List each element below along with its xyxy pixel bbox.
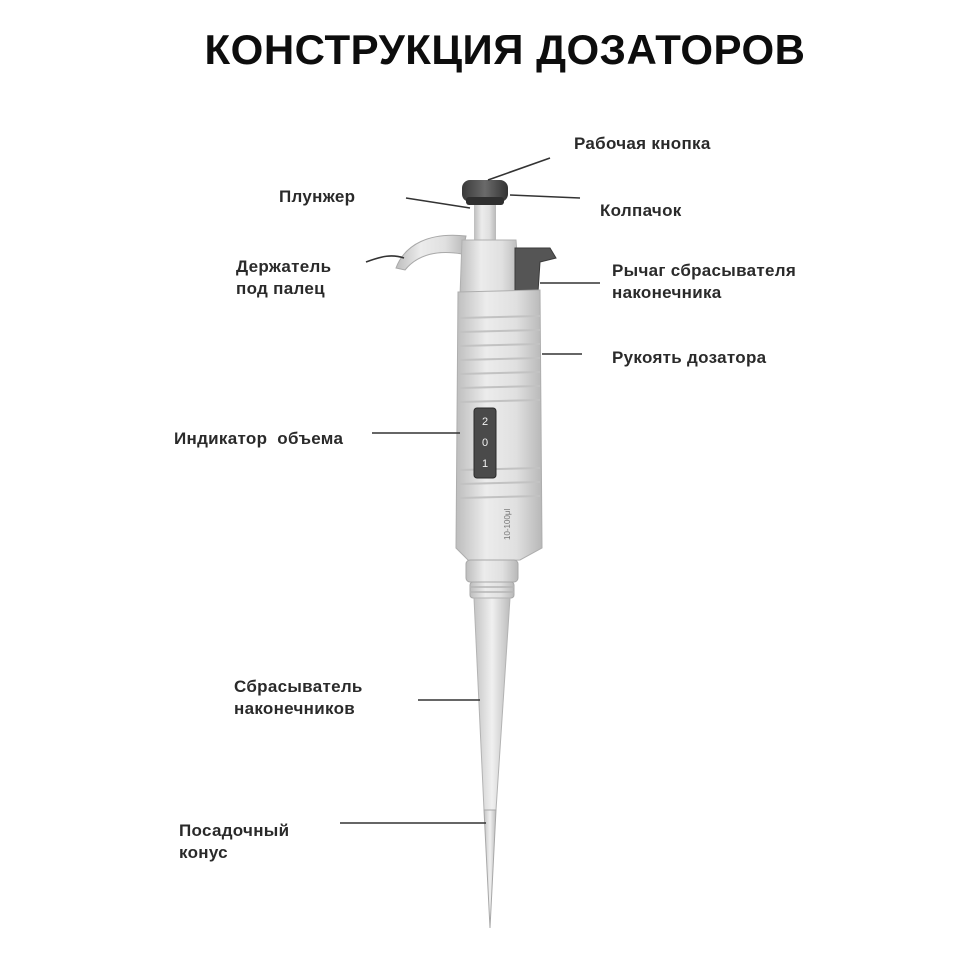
- label-finger-holder-line2: под палец: [236, 279, 325, 298]
- line-finger-holder: [366, 256, 404, 262]
- label-handle: Рукоять дозатора: [612, 348, 767, 367]
- label-tip-cone: [179, 820, 289, 864]
- label-tip-cone-line2: конус: [179, 843, 228, 862]
- label-finger-holder-line1: Держатель: [236, 257, 332, 276]
- finger-holder-shape: [396, 235, 466, 270]
- label-ejector-lever-line2: наконечника: [612, 283, 722, 302]
- label-volume-indicator: Индикатор объема: [174, 429, 344, 448]
- line-plunger: [406, 198, 470, 208]
- volume-digit-2: 0: [481, 437, 489, 449]
- label-tip-ejector-line2: наконечников: [234, 699, 355, 718]
- diagram-title: КОНСТРУКЦИЯ ДОЗАТОРОВ: [204, 26, 806, 73]
- ejector-lever-shape: [515, 248, 556, 292]
- upper-body: [460, 240, 520, 296]
- label-ejector-lever-line1: Рычаг сбрасывателя: [612, 261, 797, 280]
- label-work-button: Рабочая кнопка: [574, 134, 711, 153]
- line-cap: [510, 195, 580, 198]
- work-button-shape: [462, 180, 508, 205]
- label-cap: Колпачок: [600, 201, 682, 220]
- label-tip-cone-line1: Посадочный: [179, 821, 290, 840]
- lower-collar: [466, 560, 518, 582]
- volume-digit-3: 1: [481, 458, 489, 470]
- body-printed-text: 10-100μl: [503, 508, 512, 540]
- collar-ring: [470, 582, 514, 598]
- label-plunger: Плунжер: [279, 187, 356, 206]
- tip-ejector-shaft: [474, 598, 510, 810]
- label-tip-ejector: [234, 676, 363, 720]
- label-tip-ejector-line1: Сбрасыватель: [234, 677, 363, 696]
- tip-cone-shape: [484, 810, 496, 928]
- label-ejector-lever: [612, 260, 796, 304]
- volume-digit-1: 2: [481, 416, 489, 428]
- line-work-button: [488, 158, 550, 180]
- label-finger-holder: [236, 256, 331, 300]
